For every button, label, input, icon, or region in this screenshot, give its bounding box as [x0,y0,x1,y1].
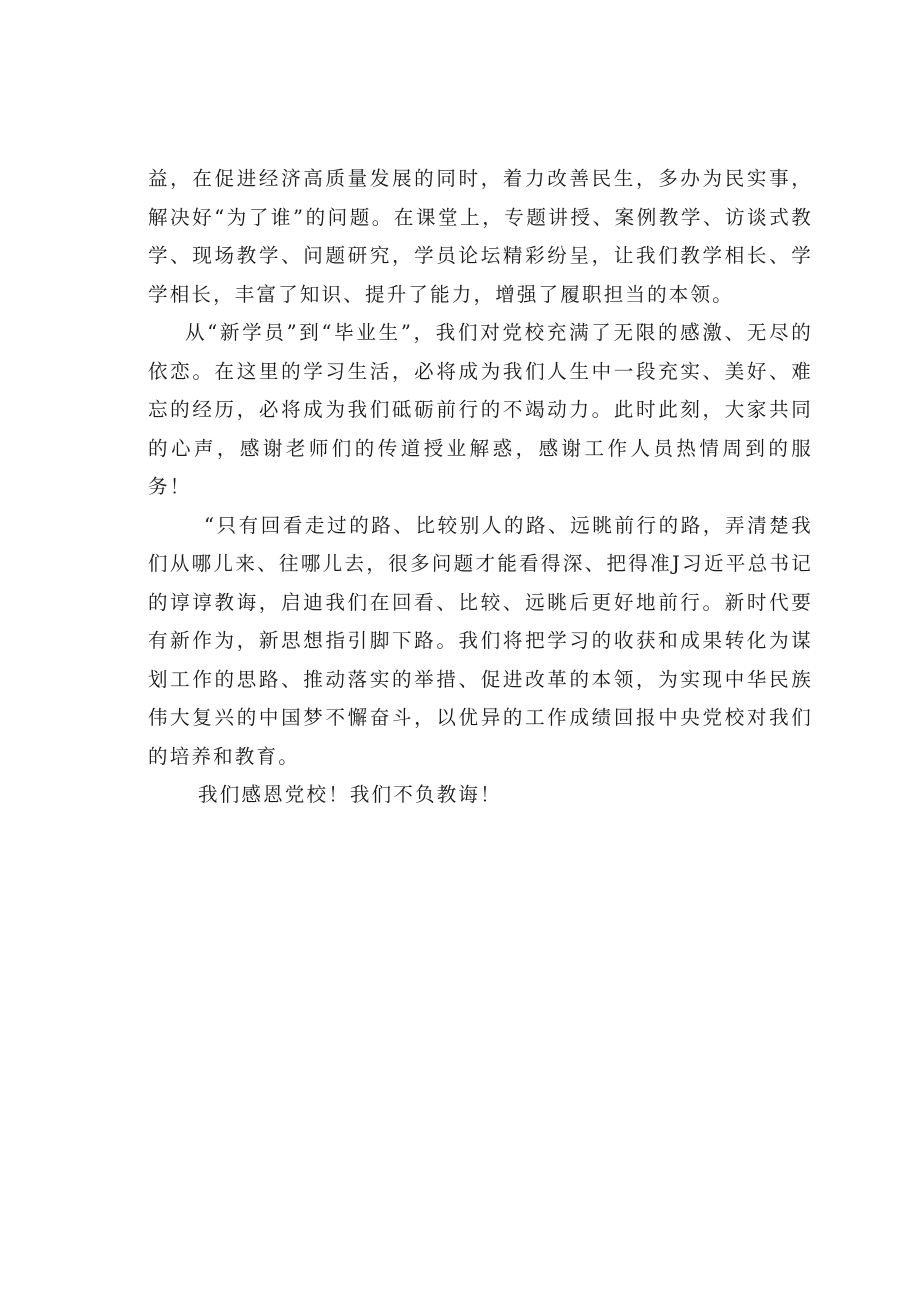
document-body [148,160,813,815]
paragraph-quote: “只有回看走过的路、比较别人的路、远眺前行的路，弄清楚我们从哪儿来、往哪儿去，很多问题才能看得深、把得准J习近平总书记的谆谆教诲，启迪我们在回看、比较、远眺后更好地前行。新时代要有新作为，新思想指引脚下路。我们将把学习的收获和成果转化为谋划工作的思路、推动落实的举措、促进改革的本领，为实现中华民族伟大复兴的中国梦不懈奋斗，以优异的工作成绩回报中央党校对我们的培养和教育。 [148,513,813,768]
paragraph-closing: 我们感恩党校！我们不负教诲！ [198,783,502,806]
paragraph-continued: 益，在促进经济高质量发展的同时，着力改善民生，多办为民实事，解决好“为了谁”的问题。在课堂上，专题讲授、案例教学、访谈式教学、现场教学、问题研究，学员论坛精彩纷呈，让我们教学相长、学学相长，丰富了知识、提升了能力，增强了履职担当的本领。 [148,167,813,306]
paragraph-gratitude: 从“新学员”到“毕业生”，我们对党校充满了无限的感激、无尽的依恋。在这里的学习生活，必将成为我们人生中一段充实、美好、难忘的经历，必将成为我们砥砺前行的不竭动力。此时此刻，大家共同的心声，感谢老师们的传道授业解惑，感谢工作人员热情周到的服务！ [148,321,813,498]
